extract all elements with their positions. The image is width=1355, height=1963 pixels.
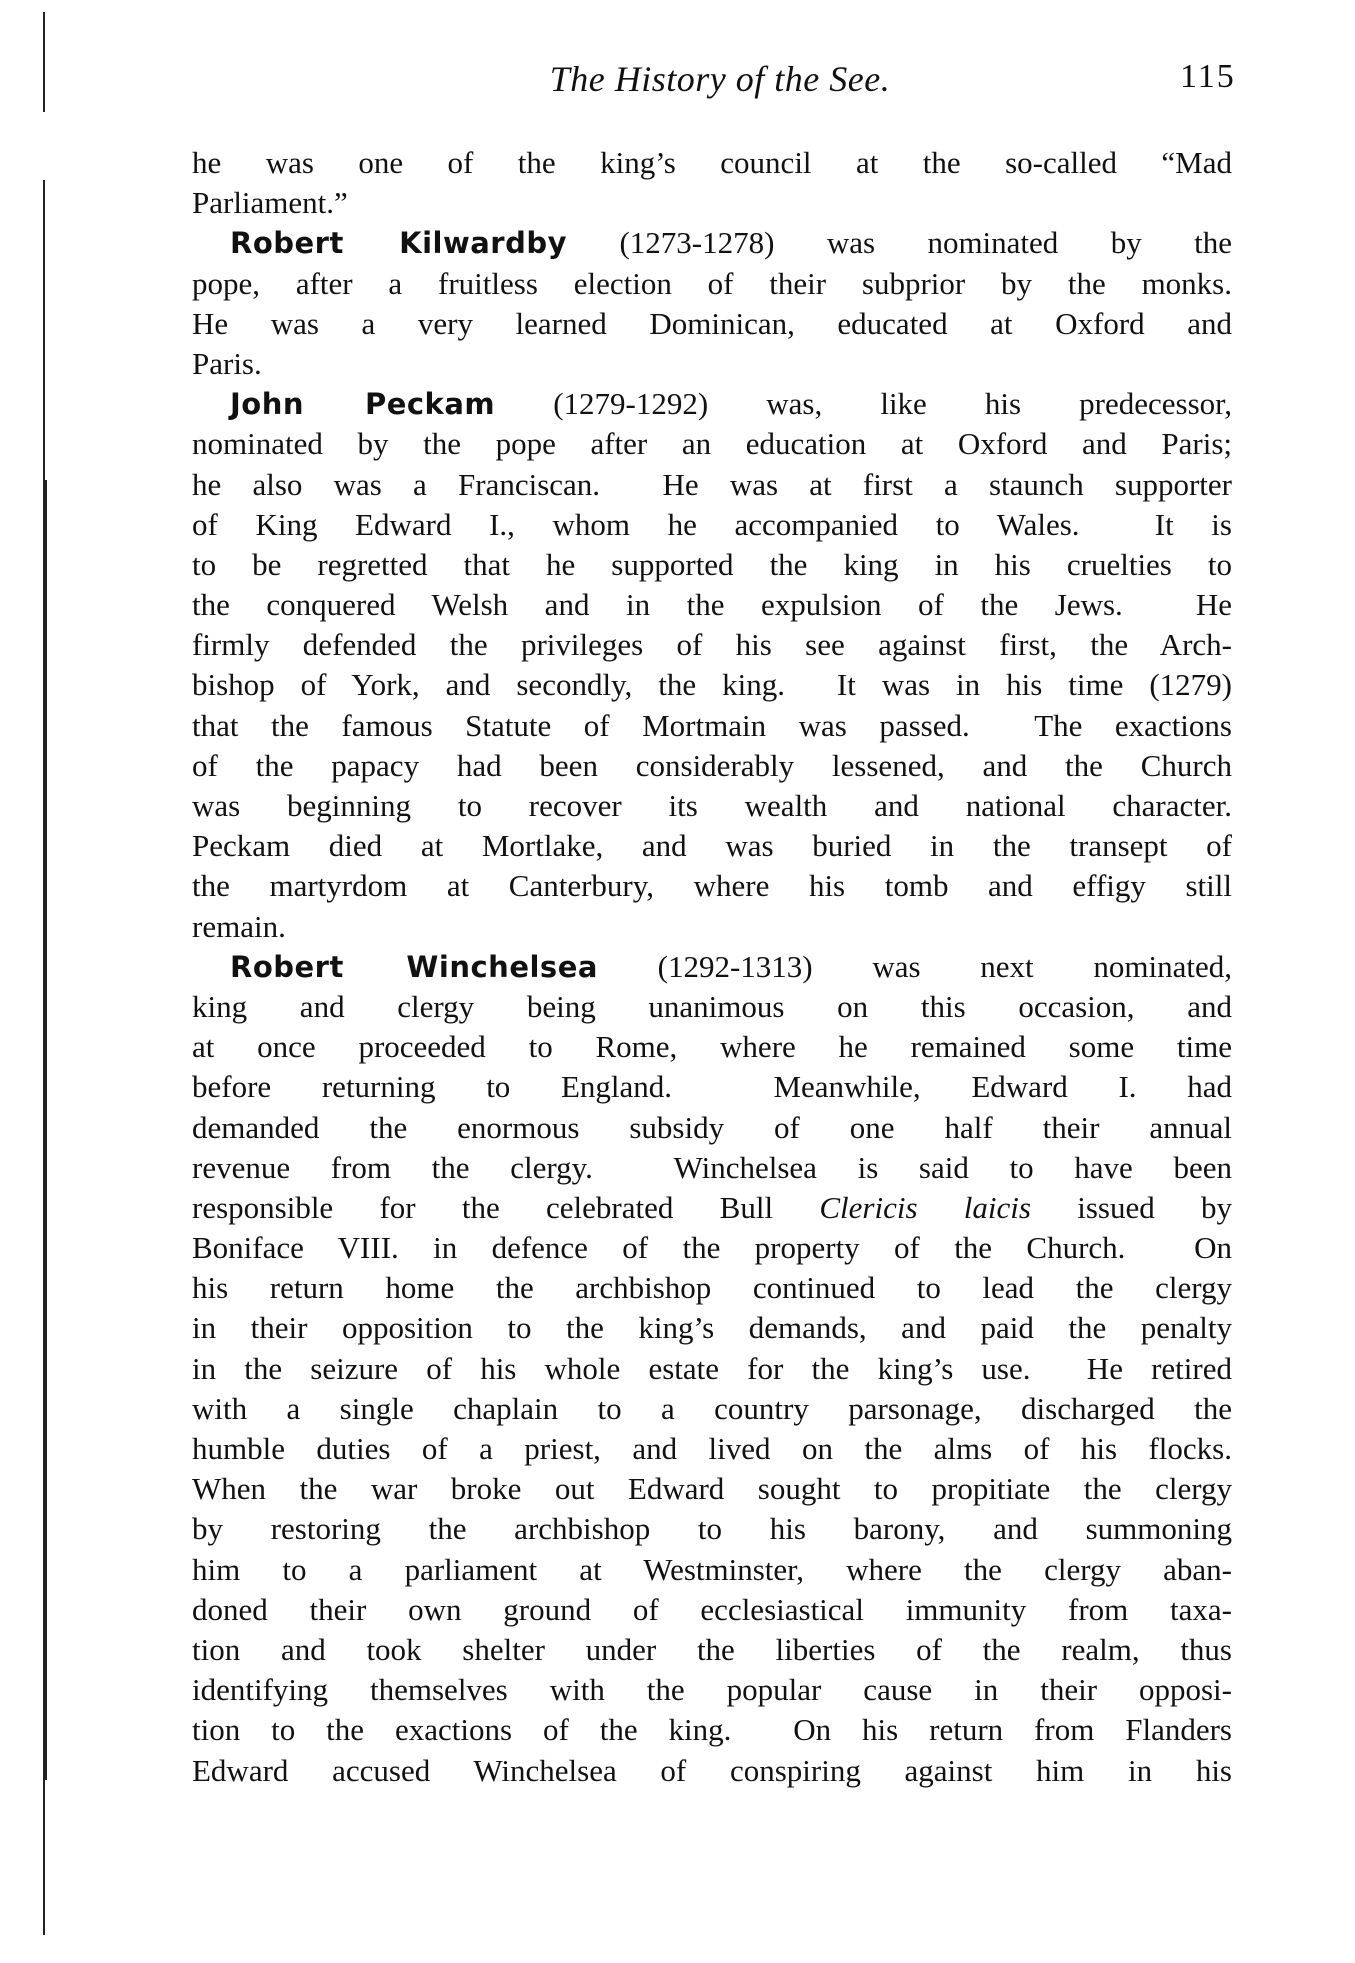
archbishop-name: Robert Kilwardby [230,226,568,261]
text-segment: his return home the archbishop continued to lead the clergy [192,1270,1232,1306]
text-line [192,384,1232,424]
text-line [192,746,1232,786]
text-line [192,1590,1232,1630]
text-segment: Parliament.” [192,185,348,221]
text-line [192,344,1232,384]
text-segment: nominated by the pope after an education at Oxford and Paris; [192,426,1232,462]
text-segment: of the papacy had been considerably lessened, and the Church [192,747,1232,783]
archbishop-name: Robert Winchelsea [230,949,598,984]
text-line [192,665,1232,705]
text-line [192,1349,1232,1389]
text-line [192,545,1232,585]
text-segment: firmly defended the privileges of his see against first, the Arch- [192,627,1232,663]
text-segment: demanded the enormous subsidy of one half their annual [192,1109,1232,1145]
text-line [192,1509,1232,1549]
text-line [192,1067,1232,1107]
text-segment: (1279-1292) was, like his predecessor, [495,386,1232,422]
text-line [192,947,1232,987]
text-line [192,505,1232,545]
text-segment: Edward accused Winchelsea of conspiring against him in his [192,1752,1232,1788]
text-segment: remain. [192,908,286,944]
text-segment: Boniface VIII. in defence of the property of the Church. On [192,1230,1232,1266]
running-header: The History of the See. [549,59,891,99]
text-line [192,1469,1232,1509]
text-segment: the conquered Welsh and in the expulsion of the Jews. He [192,587,1232,623]
text-segment: responsible for the celebrated Bull [192,1189,820,1225]
text-line [192,143,1232,183]
text-line [192,1027,1232,1067]
text-line [192,424,1232,464]
text-segment: that the famous Statute of Mortmain was passed. The exactions [192,707,1232,743]
text-line [192,786,1232,826]
text-segment: the martyrdom at Canterbury, where his tomb and effigy still [192,868,1232,904]
text-line [192,1148,1232,1188]
binding-edge-line [43,480,47,1780]
text-segment: by restoring the archbishop to his barony, and summoning [192,1511,1232,1547]
text-segment: bishop of York, and secondly, the king. It was in his time (1279) [192,667,1232,703]
text-segment: revenue from the clergy. Winchelsea is said to have been [192,1149,1232,1185]
text-line [192,1751,1232,1791]
text-segment: doned their own ground of ecclesiastical immunity from taxa- [192,1591,1232,1627]
archbishop-name: John Peckam [230,387,496,422]
text-line [192,1308,1232,1348]
text-segment: Peckam died at Mortlake, and was buried in the transept of [192,828,1232,864]
text-line [192,625,1232,665]
text-segment: in the seizure of his whole estate for the king’s use. He retired [192,1350,1232,1386]
text-line [192,223,1232,263]
page-number: 115 [1180,58,1236,95]
text-segment: before returning to England. Meanwhile, Edward I. had [192,1069,1232,1105]
text-segment: When the war broke out Edward sought to propitiate the clergy [192,1471,1232,1507]
text-segment: was beginning to recover its wealth and national character. [192,788,1232,823]
text-segment: in their opposition to the king’s demands, and paid the penalty [192,1310,1232,1346]
text-segment: he also was a Franciscan. He was at first a staunch supporter [192,466,1232,502]
text-segment: issued by [1030,1189,1233,1225]
text-segment: Paris. [192,345,262,381]
text-line [192,183,1232,223]
binding-edge-line [43,1780,45,1935]
text-segment: He was a very learned Dominican, educated at Oxford and [192,305,1232,341]
text-segment: identifying themselves with the popular cause in their opposi- [192,1672,1232,1708]
text-segment: he was one of the king’s council at the so-called “Mad [192,145,1232,180]
text-segment: king and clergy being unanimous on this occasion, and [192,988,1232,1024]
text-line [192,1670,1232,1710]
text-line [192,465,1232,505]
text-line [192,585,1232,625]
text-line [192,1188,1232,1228]
text-segment: pope, after a fruitless election of their subprior by the monks. [192,265,1232,301]
text-segment: him to a parliament at Westminster, where the clergy aban- [192,1551,1232,1587]
text-line [192,1630,1232,1670]
text-segment: with a single chaplain to a country parsonage, discharged the [192,1390,1232,1426]
text-segment: (1292-1313) was next nominated, [597,948,1232,984]
body-text [192,143,1232,1791]
text-line [192,304,1232,344]
text-line [192,1389,1232,1429]
text-line [192,706,1232,746]
text-line [192,866,1232,906]
text-line [192,264,1232,304]
text-segment: humble duties of a priest, and lived on the alms of his flocks. [192,1431,1232,1466]
text-line [192,1228,1232,1268]
text-segment: of King Edward I., whom he accompanied to Wales. It is [192,506,1232,542]
text-line [192,1550,1232,1590]
text-line [192,1268,1232,1308]
text-segment: tion to the exactions of the king. On his return from Flanders [192,1712,1232,1748]
binding-edge-line [43,180,45,480]
italic-title: Clericis laicis [819,1189,1031,1225]
text-line [192,1429,1232,1469]
text-line [192,1710,1232,1750]
text-segment: at once proceeded to Rome, where he remained some time [192,1029,1232,1065]
text-line [192,987,1232,1027]
text-line [192,907,1232,947]
text-line [192,1108,1232,1148]
text-segment: tion and took shelter under the liberties of the realm, thus [192,1631,1232,1667]
binding-edge-line [43,12,45,112]
text-segment: (1273-1278) was nominated by the [567,225,1232,261]
text-line [192,826,1232,866]
text-segment: to be regretted that he supported the king in his cruelties to [192,546,1232,582]
